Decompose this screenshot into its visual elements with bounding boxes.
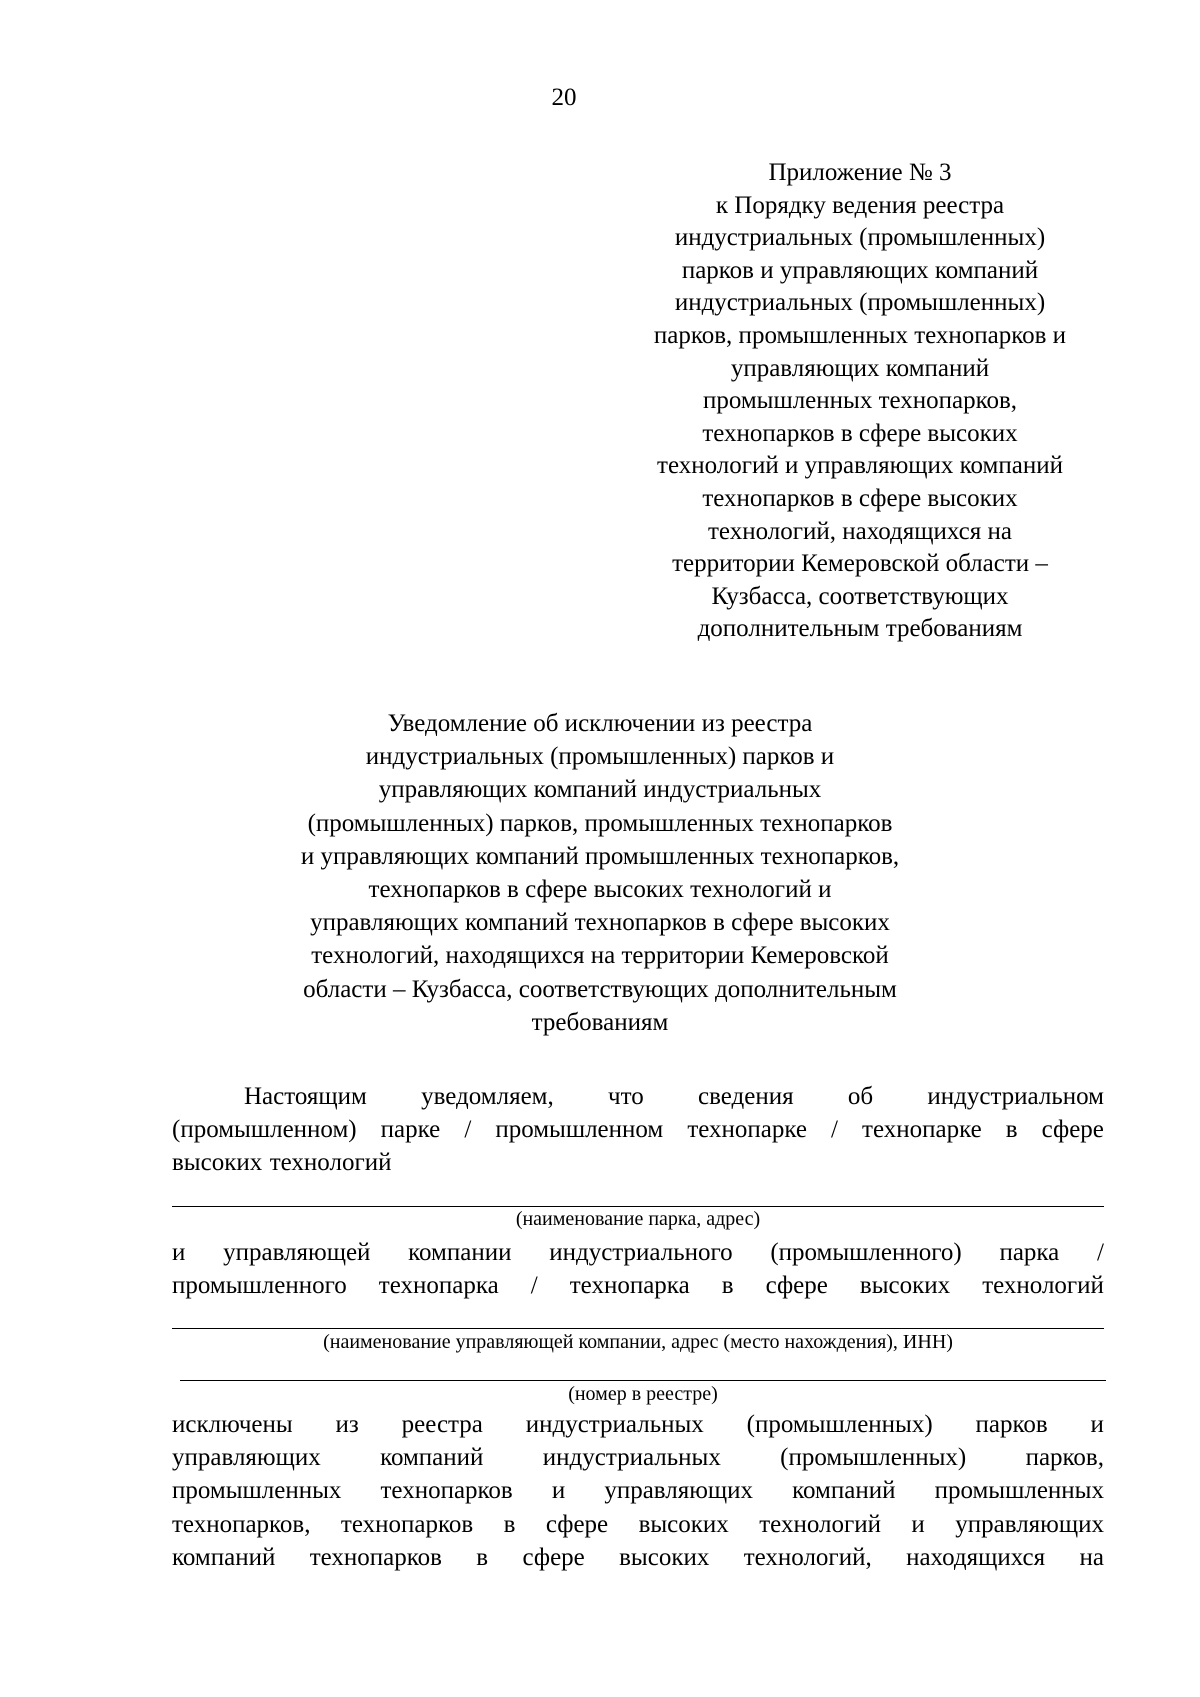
notice-title-line: требованиям xyxy=(531,1008,669,1036)
notice-title-line: технологий, находящихся на территории Кемеровской xyxy=(311,942,889,970)
appendix-line: индустриальных (промышленных) xyxy=(674,224,1046,252)
word: индустриального xyxy=(549,1239,733,1266)
word: сфере xyxy=(522,1543,585,1571)
word: что xyxy=(608,1083,644,1110)
appendix-line: парков, промышленных технопарков и xyxy=(653,321,1067,349)
word: и xyxy=(1090,1411,1104,1438)
word: промышленных xyxy=(934,1477,1104,1505)
word: управляющей xyxy=(223,1239,371,1266)
word: в xyxy=(721,1272,734,1300)
notice-title-line: и управляющих компаний промышленных технопарков, xyxy=(300,842,900,870)
registry-number-fill-line xyxy=(180,1380,1106,1381)
word: технологий, xyxy=(743,1543,872,1571)
word: компаний xyxy=(380,1444,484,1472)
word: в xyxy=(503,1510,516,1538)
word: сфере xyxy=(545,1510,609,1538)
word: компаний xyxy=(172,1543,276,1571)
word: технопарков xyxy=(340,1510,474,1538)
word: компаний xyxy=(792,1477,896,1505)
word: парка xyxy=(999,1239,1060,1266)
word: парков, xyxy=(1025,1444,1104,1472)
word: парке xyxy=(380,1116,441,1144)
appendix-line: к Порядку ведения реестра xyxy=(715,191,1005,219)
notice-title-line: (промышленных) парков, промышленных технопарков xyxy=(307,809,893,837)
word: промышленного xyxy=(172,1272,347,1300)
word: / xyxy=(831,1116,838,1144)
paragraph-line xyxy=(172,1146,1104,1179)
word: (промышленного) xyxy=(770,1239,962,1266)
word: высоких xyxy=(172,1149,263,1177)
word: управляющих xyxy=(604,1477,754,1505)
notice-title-line: индустриальных (промышленных) парков и xyxy=(365,743,835,771)
appendix-line: Кузбасса, соответствующих xyxy=(711,582,1009,610)
appendix-line: территории Кемеровской области – xyxy=(672,550,1048,578)
notice-title-line: управляющих компаний индустриальных xyxy=(378,776,822,804)
paragraph-line xyxy=(172,1080,1104,1113)
word: сведения xyxy=(697,1083,794,1110)
appendix-line: индустриальных (промышленных) xyxy=(674,289,1046,317)
word: / xyxy=(464,1116,472,1144)
appendix-header xyxy=(620,157,1100,646)
word: в xyxy=(1005,1116,1018,1144)
word: (промышленном) xyxy=(172,1116,357,1144)
appendix-line: парков и управляющих компаний xyxy=(681,256,1039,284)
notice-paragraph-excluded xyxy=(172,1408,1104,1574)
park-name-caption: (наименование парка, адрес) xyxy=(515,1208,761,1230)
word: промышленных xyxy=(172,1477,342,1505)
word: (промышленных) xyxy=(780,1444,967,1472)
paragraph-line xyxy=(172,1541,1104,1574)
word: технопарков, xyxy=(172,1510,311,1538)
notice-title xyxy=(280,707,920,1039)
word: индустриальных xyxy=(542,1444,721,1472)
notice-paragraph-company xyxy=(172,1236,1104,1302)
registry-number-caption: (номер в реестре) xyxy=(568,1383,718,1405)
word: сфере xyxy=(1041,1116,1104,1144)
word: технопарка xyxy=(569,1272,690,1300)
notice-title-line: технопарков в сфере высоких технологий и xyxy=(368,876,832,904)
word: технологий xyxy=(982,1272,1104,1300)
word: технопарка xyxy=(378,1272,499,1300)
appendix-line: промышленных технопарков, xyxy=(702,387,1018,415)
page-number: 20 xyxy=(551,84,577,111)
word: в xyxy=(476,1543,489,1571)
word: технопарке xyxy=(687,1116,807,1144)
word: и xyxy=(172,1239,186,1266)
word: из xyxy=(335,1411,359,1438)
word: Настоящим xyxy=(244,1083,367,1110)
appendix-line: технологий, находящихся на xyxy=(708,517,1012,545)
appendix-line: технопарков в сфере высоких xyxy=(702,484,1018,512)
word: находящихся xyxy=(906,1543,1046,1571)
paragraph-line xyxy=(172,1474,1104,1507)
appendix-line: Приложение № 3 xyxy=(768,159,952,186)
word: и xyxy=(551,1477,566,1505)
appendix-line: технологий и управляющих компаний xyxy=(657,452,1063,480)
word: технопарке xyxy=(862,1116,982,1144)
paragraph-line xyxy=(172,1113,1104,1146)
appendix-line: дополнительным требованиям xyxy=(697,615,1023,643)
notice-title-line: области – Кузбасса, соответствующих дополнительным xyxy=(303,975,897,1003)
word: исключены xyxy=(172,1411,293,1438)
word: технопарков xyxy=(380,1477,513,1505)
word: и xyxy=(911,1510,925,1538)
paragraph-line xyxy=(172,1236,1104,1269)
word: / xyxy=(1097,1239,1104,1266)
notice-paragraph-intro xyxy=(172,1080,1104,1180)
word: технопарков xyxy=(309,1543,442,1571)
notice-title-line: Уведомление об исключении из реестра xyxy=(387,710,813,737)
word: высоких xyxy=(859,1272,951,1300)
paragraph-line xyxy=(172,1508,1104,1541)
company-name-caption: (наименование управляющей компании, адрес (место нахождения), ИНН) xyxy=(323,1331,953,1353)
word: управляющих xyxy=(172,1444,321,1472)
word: технологий xyxy=(269,1149,392,1177)
word: индустриальном xyxy=(927,1083,1104,1110)
word: индустриальных xyxy=(525,1411,704,1438)
appendix-line: управляющих компаний xyxy=(730,354,990,382)
word: уведомляем, xyxy=(421,1083,554,1110)
word: технологий xyxy=(759,1510,881,1538)
word: реестра xyxy=(401,1411,483,1438)
word: парков xyxy=(975,1411,1048,1438)
paragraph-line xyxy=(172,1441,1104,1474)
word: управляющих xyxy=(955,1510,1104,1538)
paragraph-line xyxy=(172,1269,1104,1302)
paragraph-line xyxy=(172,1408,1104,1441)
word: компании xyxy=(408,1239,512,1266)
word: на xyxy=(1079,1543,1104,1571)
word: / xyxy=(530,1272,538,1300)
word: об xyxy=(847,1083,874,1110)
word: высоких xyxy=(638,1510,729,1538)
word: сфере xyxy=(765,1272,828,1300)
appendix-line: технопарков в сфере высоких xyxy=(702,419,1018,447)
notice-title-line: управляющих компаний технопарков в сфере высоких xyxy=(310,909,890,937)
word: промышленном xyxy=(495,1116,664,1144)
company-name-fill-line xyxy=(172,1328,1104,1329)
word: высоких xyxy=(619,1543,710,1571)
word: (промышленных) xyxy=(746,1411,933,1438)
